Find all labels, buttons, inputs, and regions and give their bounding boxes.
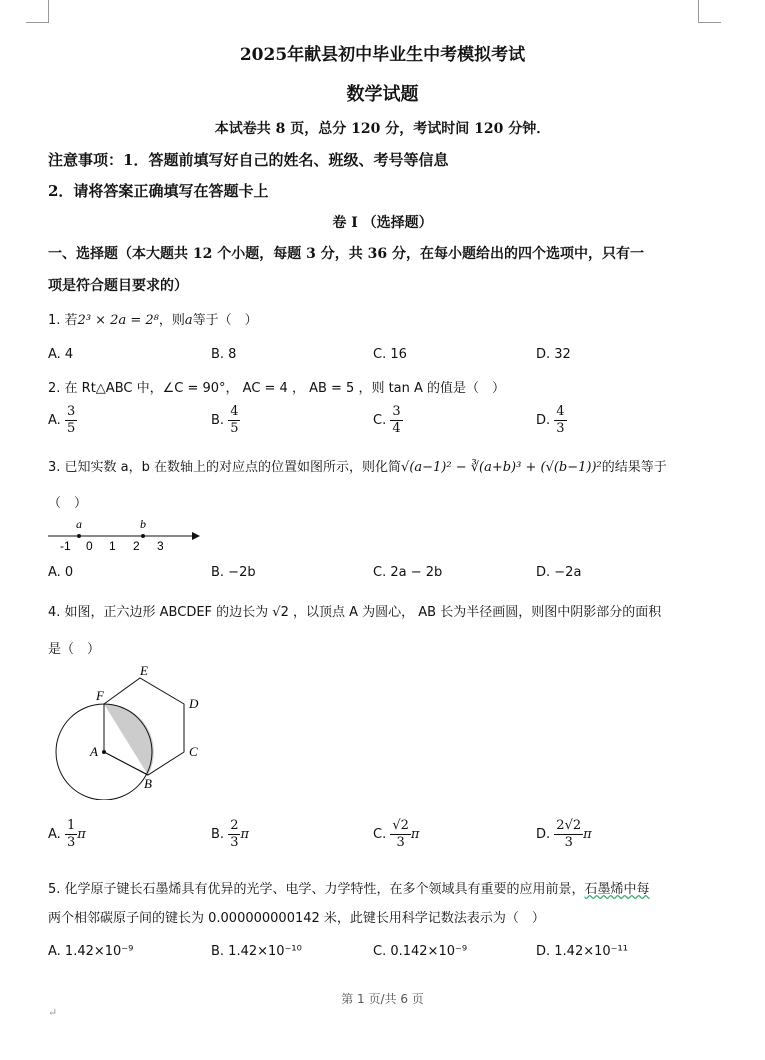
- numerator: 3: [392, 404, 401, 419]
- denominator: 3: [564, 835, 573, 850]
- q4-option-a[interactable]: [48, 818, 86, 851]
- q4-option-d-fraction: [554, 818, 583, 851]
- q1-prefix: 1. 若: [48, 313, 78, 328]
- number-line-figure: [46, 516, 206, 554]
- q5-option-c[interactable]: C. 0.142×10⁻⁹: [373, 944, 468, 959]
- q2-stem: 2. 在 Rt△ABC 中，∠C = 90°， AC = 4 ， AB = 5 ，则 tan A 的值是（ ）: [48, 381, 506, 396]
- exam-info: 本试卷共 8 页，总分 120 分，考试时间 120 分钟．: [214, 121, 551, 137]
- q5-stem-line-2: 两个相邻碳原子间的键长为 0.000000000142 米，此键长用科学记数法表示为（ ）: [48, 911, 545, 926]
- denominator: 3: [556, 421, 565, 436]
- point-a-dot: [77, 534, 81, 538]
- q4-option-a-fraction: [65, 818, 77, 851]
- q3-option-a[interactable]: A. 0: [48, 565, 74, 580]
- vertex-label-f: F: [96, 688, 104, 703]
- point-b-label: b: [140, 517, 146, 531]
- numerator: 2: [230, 818, 239, 833]
- denominator: 3: [66, 835, 76, 850]
- q3-option-b[interactable]: B. −2b: [211, 565, 256, 580]
- section-desc-line-1: 一、选择题（本大题共 12 个小题，每题 3 分，共 36 分，在每小题给出的四个选项中，只有一: [48, 246, 644, 262]
- denominator: 5: [230, 421, 239, 436]
- numerator: 1: [66, 818, 76, 833]
- tick-label: 2: [133, 539, 140, 553]
- section-desc-line-2: 项是符合题目要求的）: [48, 278, 188, 294]
- tick-label: 3: [157, 539, 164, 553]
- vertex-label-b: B: [144, 776, 152, 791]
- q3-stem: [48, 456, 667, 475]
- q1-option-b[interactable]: B. 8: [211, 347, 237, 362]
- q1-stem: [48, 309, 258, 328]
- numerator: √2: [392, 818, 409, 833]
- q3-option-d[interactable]: D. −2a: [536, 565, 582, 580]
- q2-option-c[interactable]: [373, 404, 403, 437]
- q1-variable: a: [184, 313, 193, 328]
- denominator: 3: [230, 835, 239, 850]
- q4-stem-line-2: 是（ ）: [48, 642, 101, 657]
- q3-option-c[interactable]: C. 2a − 2b: [373, 565, 443, 580]
- numerator: 4: [230, 404, 239, 419]
- denominator: 3: [396, 835, 405, 850]
- q1-option-d[interactable]: D. 32: [536, 347, 571, 362]
- q3-expression: √(a−1)² − ∛(a+b)³ + (√(b−1))²: [401, 460, 602, 475]
- q2-option-b-label: B.: [211, 413, 225, 428]
- q2-option-a-label: A.: [48, 413, 61, 428]
- q4-option-d-label: D.: [536, 827, 551, 842]
- q2-option-a[interactable]: [48, 404, 77, 437]
- q5-option-a[interactable]: A. 1.42×10⁻⁹: [48, 944, 134, 959]
- q3-text: 3. 已知实数 a，b 在数轴上的对应点的位置如图所示，则化简: [48, 460, 402, 475]
- crop-mark-top-left: [26, 0, 49, 23]
- denominator: 5: [66, 421, 76, 436]
- point-b-dot: [141, 534, 145, 538]
- q5-line-1-underlined: 石墨烯中每: [584, 882, 650, 897]
- numerator: 4: [556, 404, 565, 419]
- q5-stem-line-1: [48, 878, 650, 897]
- q2-option-b[interactable]: [211, 404, 240, 437]
- q4-option-b-fraction: [228, 818, 240, 851]
- point-a-label: a: [76, 517, 82, 531]
- q4-option-b-label: B.: [211, 827, 225, 842]
- q4-option-c-fraction: [390, 818, 411, 851]
- tick-label: -1: [60, 539, 71, 553]
- q4-option-c-label: C.: [373, 827, 387, 842]
- q1-option-c[interactable]: C. 16: [373, 347, 407, 362]
- q4-option-c[interactable]: [373, 818, 419, 851]
- q2-option-a-fraction: [65, 404, 77, 437]
- pi-symbol: π: [583, 827, 592, 842]
- shaded-region: [104, 704, 154, 775]
- q2-option-d[interactable]: [536, 404, 567, 437]
- denominator: 4: [392, 421, 401, 436]
- notes-line-1: 注意事项：1．答题前填写好自己的姓名、班级、考号等信息: [48, 151, 449, 169]
- tick-label: 0: [86, 539, 93, 553]
- exam-title: 2025年献县初中毕业生中考模拟考试: [239, 45, 526, 65]
- tick-label: 1: [109, 539, 116, 553]
- q2-option-d-fraction: [554, 404, 566, 437]
- pi-symbol: π: [410, 827, 420, 842]
- numerator: 3: [66, 404, 76, 419]
- crop-mark-top-right: [698, 0, 721, 23]
- q2-option-c-label: C.: [373, 413, 387, 428]
- q4-option-a-label: A.: [48, 827, 61, 842]
- paragraph-mark-icon: ↵: [48, 1006, 58, 1019]
- q2-option-d-label: D.: [536, 413, 551, 428]
- q1-expression: 2³ × 2a = 2⁸: [77, 313, 159, 328]
- q1-tail: 等于（ ）: [192, 313, 258, 328]
- center-a-dot: [102, 750, 106, 754]
- page-footer: 第 1 页/共 6 页: [341, 992, 424, 1006]
- vertex-label-e: E: [140, 663, 148, 678]
- q3-tail: 的结果等于: [601, 460, 667, 475]
- pi-symbol: π: [240, 827, 250, 842]
- q5-line-1-text: 5. 化学原子键长石墨烯具有优异的光学、电学、力学特性，在多个领域具有重要的应用前景，: [48, 882, 585, 897]
- exam-subtitle: 数学试题: [346, 84, 419, 105]
- q3-blank: （ ）: [48, 496, 88, 511]
- vertex-label-c: C: [189, 744, 198, 759]
- q4-option-d[interactable]: [536, 818, 592, 851]
- pi-symbol: π: [77, 827, 86, 842]
- q5-option-b[interactable]: B. 1.42×10⁻¹⁰: [211, 944, 302, 959]
- vertex-label-a: A: [90, 744, 98, 759]
- vertex-label-d: D: [189, 696, 199, 711]
- q4-option-b[interactable]: [211, 818, 249, 851]
- number-line-arrow: [192, 532, 200, 540]
- q2-option-b-fraction: [228, 404, 240, 437]
- q2-option-c-fraction: [390, 404, 402, 437]
- section-title: 卷 I （选择题）: [332, 215, 433, 231]
- q1-option-a[interactable]: A. 4: [48, 347, 74, 362]
- q1-suffix: ，则: [158, 313, 185, 328]
- q5-option-d[interactable]: D. 1.42×10⁻¹¹: [536, 944, 628, 959]
- numerator: 2√2: [556, 818, 582, 833]
- notes-line-2: 2．请将答案正确填写在答题卡上: [48, 182, 269, 200]
- q4-stem-line-1: 4. 如图，正六边形 ABCDEF 的边长为 √2 ，以顶点 A 为圆心， AB 长为半径画圆，则图中阴影部分的面积: [48, 605, 662, 620]
- hexagon-circle-figure: [52, 660, 222, 800]
